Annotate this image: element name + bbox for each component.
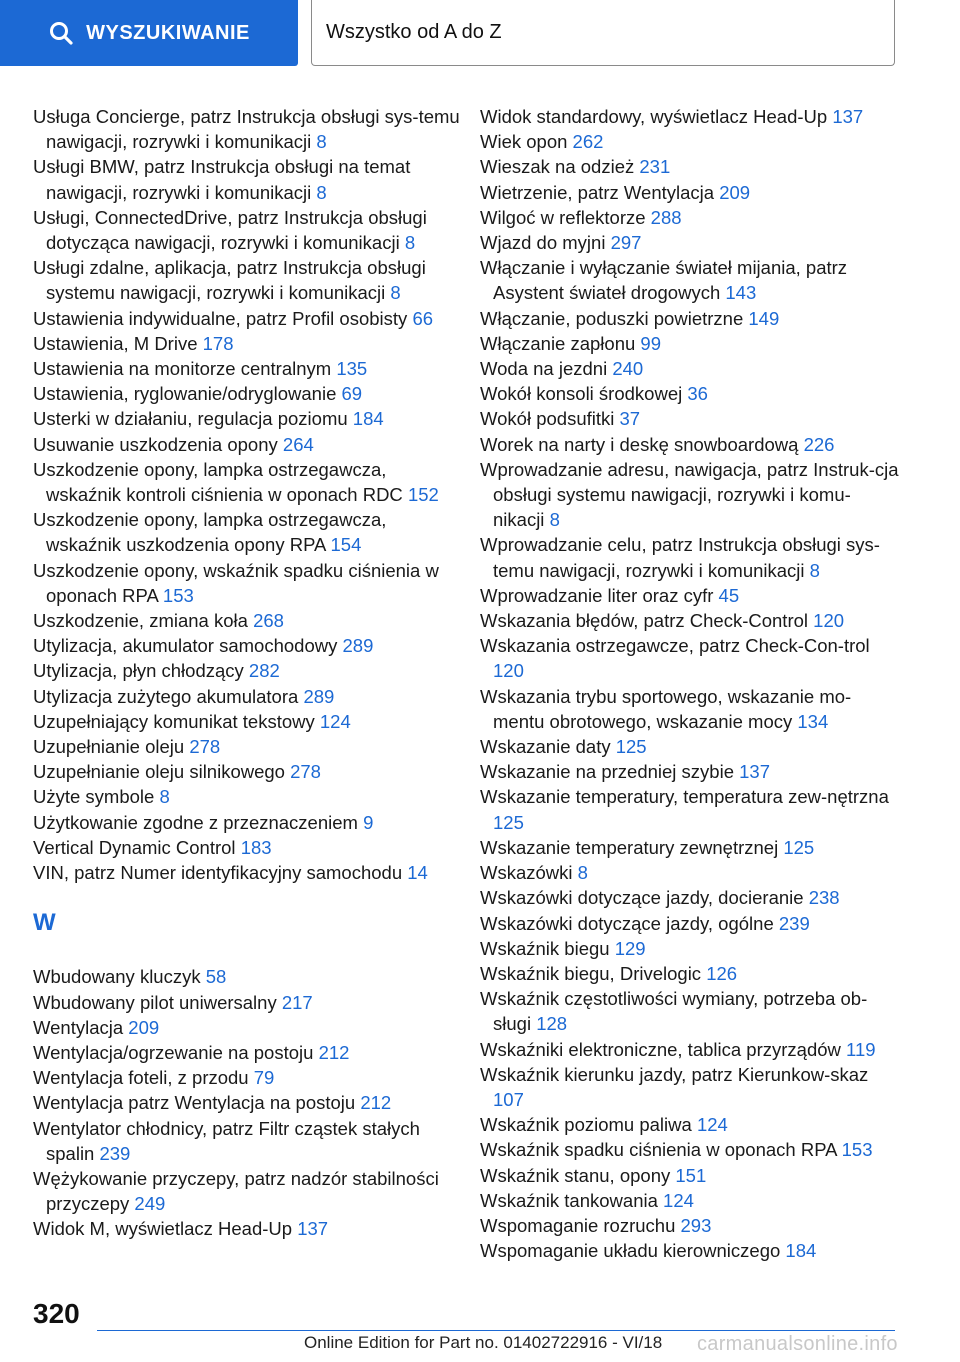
page-link[interactable]: 79	[253, 1067, 275, 1089]
page-link[interactable]: 8	[316, 131, 327, 153]
page-link[interactable]: 184	[352, 408, 384, 430]
index-entry	[480, 457, 900, 533]
index-entry-text: Widok M, wyświetlacz Head-Up	[33, 1218, 293, 1240]
page-link[interactable]: 212	[318, 1041, 350, 1063]
index-entry-text: Wentylacja/ogrzewanie na postoju	[33, 1041, 314, 1063]
index-entry-text: Wskazanie daty	[480, 736, 611, 758]
index-entry-text: Wskaźnik tankowania	[480, 1189, 658, 1211]
page-link[interactable]: 217	[281, 991, 313, 1013]
page-link[interactable]: 268	[253, 610, 284, 632]
page-link[interactable]: 107	[493, 1088, 524, 1110]
index-entry-text: Usługa Concierge, patrz Instrukcja obsługi sys-temu nawigacji, rozrywki i komunikacji	[33, 106, 460, 153]
page-link[interactable]: 8	[404, 232, 416, 254]
index-entry-text: Wskazanie temperatury zewnętrznej	[480, 836, 779, 858]
right-entries	[480, 104, 900, 1263]
footer-edition: Online Edition for Part no. 01402722916 - VI/18	[304, 1333, 663, 1352]
index-entry-text: Wentylacja foteli, z przodu	[33, 1067, 249, 1089]
index-entry	[480, 331, 900, 356]
index-entry	[480, 734, 900, 759]
index-entry-text: Wokół konsoli środkowej	[480, 383, 683, 405]
page-link[interactable]: 226	[803, 433, 835, 455]
index-entry-text: Wskaźnik stanu, opony	[480, 1164, 671, 1186]
index-entry-text: Ustawienia na monitorze centralnym	[33, 358, 332, 380]
index-entry-text: Włączanie zapłonu	[480, 332, 636, 354]
page-link[interactable]: 249	[134, 1193, 166, 1215]
index-entry	[480, 911, 900, 936]
index-entry-text: Włączanie, poduszki powietrzne	[480, 307, 744, 329]
index-entry	[480, 1188, 900, 1213]
page-link[interactable]: 99	[640, 332, 661, 354]
page-link[interactable]: 37	[619, 408, 641, 430]
index-entry	[33, 1166, 463, 1216]
index-entry-text: Usterki w działaniu, regulacja poziomu	[33, 408, 348, 430]
index-entry-text: Wbudowany kluczyk	[33, 966, 201, 988]
index-entry-text: Wentylacja patrz Wentylacja na postoju	[33, 1092, 356, 1114]
index-entry-text: Wprowadzanie liter oraz cyfr	[480, 584, 714, 606]
index-entry-text: Usługi BMW, patrz Instrukcja obsługi na temat nawigacji, rozrywki i komunikacji	[33, 156, 411, 203]
page-link[interactable]: 209	[128, 1016, 160, 1038]
index-entry-text: Wspomaganie układu kierowniczego	[480, 1240, 781, 1262]
index-entry	[33, 709, 463, 734]
index-entry-text: Uszkodzenie opony, lampka ostrzegawcza, wskaźnik kontroli ciśnienia w oponach RDC	[33, 458, 403, 506]
page-link[interactable]: 143	[725, 282, 757, 304]
index-entry	[480, 1163, 900, 1188]
index-entry-text: Uzupełniający komunikat tekstowy	[33, 710, 315, 732]
page-link[interactable]: 183	[240, 836, 272, 858]
index-entry	[33, 835, 463, 860]
page-link[interactable]: 14	[407, 862, 428, 884]
page-link[interactable]: 137	[297, 1218, 329, 1240]
search-button[interactable]	[0, 0, 298, 66]
page-link[interactable]: 238	[808, 887, 840, 909]
page-link[interactable]: 119	[846, 1038, 876, 1060]
index-entry	[33, 558, 463, 608]
index-entry-text: Ustawienia, M Drive	[33, 332, 198, 354]
index-entry	[480, 129, 900, 154]
index-entry-text: Wężykowanie przyczepy, patrz nadzór stabilności przyczepy	[33, 1167, 439, 1215]
page-link[interactable]: 278	[189, 736, 221, 758]
page-link[interactable]: 36	[687, 383, 708, 405]
index-entry-text: Wskaźniki elektroniczne, tablica przyrządów	[480, 1038, 841, 1060]
page-link[interactable]: 137	[832, 106, 864, 127]
page-link[interactable]: 149	[748, 307, 780, 329]
index-entry-text: Ustawienia, ryglowanie/odryglowanie	[33, 383, 337, 405]
page-link[interactable]: 125	[493, 811, 524, 833]
index-entry-text: Wskazania trybu sportowego, wskazanie mo-mentu obrotowego, wskazanie mocy	[480, 685, 852, 732]
index-entry	[33, 104, 463, 154]
page-link[interactable]: 45	[718, 584, 740, 606]
index-entry	[33, 1090, 463, 1115]
index-entry-text: Włączanie i wyłączanie świateł mijania, patrz Asystent świateł drogowych	[480, 257, 848, 304]
index-entry-text: Wskaźnik częstotliwości wymiany, potrzeba ob-sługi	[480, 988, 868, 1035]
page-link[interactable]: 151	[675, 1164, 707, 1186]
index-entry-text: Wskaźnik biegu, Drivelogic	[480, 962, 702, 984]
page-link[interactable]: 289	[342, 635, 374, 657]
index-entry	[480, 230, 900, 255]
index-entry-text: Wiek opon	[480, 131, 568, 153]
index-entry-text: Utylizacja, płyn chłodzący	[33, 660, 244, 682]
index-entry	[480, 583, 900, 608]
index-entry-text: Wietrzenie, patrz Wentylacja	[480, 181, 715, 203]
index-entry-text: Wspomaganie rozruchu	[480, 1214, 676, 1236]
breadcrumb[interactable]	[311, 0, 895, 66]
page-link[interactable]: 124	[663, 1189, 694, 1211]
index-entry	[480, 1062, 900, 1112]
page-link[interactable]: 293	[680, 1214, 712, 1236]
index-entry	[480, 633, 900, 683]
index-entry	[33, 205, 463, 255]
page-link[interactable]: 8	[159, 786, 170, 808]
index-entry-text: Wprowadzanie adresu, nawigacja, patrz Instruk-cja obsługi systemu nawigacji, rozrywki i komu-nikacji	[480, 458, 899, 531]
page-number: 320	[33, 1298, 80, 1329]
page-link[interactable]: 240	[612, 358, 644, 380]
index-entry	[480, 1213, 900, 1238]
index-entry	[480, 205, 900, 230]
index-entry-text: Wokół podsufitki	[480, 408, 615, 430]
index-entry	[480, 381, 900, 406]
index-entry-text: Wjazd do myjni	[480, 232, 606, 254]
page-link[interactable]: 124	[319, 710, 351, 732]
index-entry	[480, 1037, 900, 1062]
index-entry-text: Wskazanie temperatury, temperatura zew-nętrzna	[480, 786, 889, 808]
index-entry-text: Wprowadzanie celu, patrz Instrukcja obsługi sys-temu nawigacji, rozrywki i komunikacji	[480, 534, 880, 581]
index-entry-text: Wskaźnik biegu	[480, 937, 610, 959]
page-link[interactable]: 128	[536, 1013, 568, 1035]
index-entry-text: Wskazówki	[480, 862, 573, 884]
index-entry-text: Użytkowanie zgodne z przeznaczeniem	[33, 811, 358, 833]
index-entry	[480, 1112, 900, 1137]
index-entry-text: Ustawienia indywidualne, patrz Profil osobisty	[33, 307, 408, 329]
index-entry-text: Utylizacja, akumulator samochodowy	[33, 635, 338, 657]
page-link[interactable]: 297	[610, 232, 642, 254]
index-entry	[480, 356, 900, 381]
index-entry-text: Wskazanie na przedniej szybie	[480, 761, 734, 783]
index-entry-text: Wbudowany pilot uniwersalny	[33, 991, 277, 1013]
index-entry	[33, 684, 463, 709]
page-link[interactable]: 264	[282, 433, 314, 455]
index-entry	[33, 457, 463, 507]
index-entry	[480, 961, 900, 986]
index-entry	[480, 759, 900, 784]
index-entry	[480, 255, 900, 305]
index-entry-text: Wskazania błędów, patrz Check-Control	[480, 610, 809, 632]
index-entry-text: VIN, patrz Numer identyfikacyjny samochodu	[33, 862, 403, 884]
page-link[interactable]: 58	[205, 966, 227, 988]
index-entry	[33, 1065, 463, 1090]
index-entry	[33, 1116, 463, 1166]
index-entry	[33, 734, 463, 759]
page-link[interactable]: 125	[783, 836, 815, 858]
index-entry-text: Vertical Dynamic Control	[33, 836, 236, 858]
breadcrumb-label: Wszystko od A do Z	[326, 21, 502, 43]
page-link[interactable]: 278	[290, 761, 321, 783]
index-entry	[480, 432, 900, 457]
index-entry-text: Uszkodzenie opony, wskaźnik spadku ciśnienia w oponach RPA	[33, 559, 439, 606]
page-link[interactable]: 152	[407, 484, 439, 506]
page-link[interactable]: 178	[202, 332, 234, 354]
watermark: carmanualsonline.info	[697, 1333, 898, 1355]
index-entry	[480, 406, 900, 431]
page-link[interactable]: 66	[412, 307, 434, 329]
page-link[interactable]: 8	[390, 282, 401, 304]
index-entry-text: Widok standardowy, wyświetlacz Head-Up	[480, 106, 828, 127]
page-link[interactable]: 289	[303, 685, 335, 707]
index-entry	[33, 759, 463, 784]
page-link[interactable]: 8	[549, 509, 560, 531]
w-entries	[33, 964, 463, 1241]
index-entry	[480, 532, 900, 582]
page-link[interactable]: 120	[493, 660, 524, 682]
index-entry-text: Wentylacja	[33, 1016, 124, 1038]
index-entry	[480, 936, 900, 961]
index-entry	[33, 507, 463, 557]
index-entry-text: Woda na jezdni	[480, 358, 608, 380]
index-entry-text: Uszkodzenie opony, lampka ostrzegawcza, wskaźnik uszkodzenia opony RPA	[33, 509, 387, 556]
left-entries	[33, 104, 463, 885]
page-link[interactable]: 129	[614, 937, 646, 959]
page-link[interactable]: 239	[778, 912, 810, 934]
index-entry	[33, 154, 463, 204]
page-link[interactable]: 262	[572, 131, 604, 153]
index-entry-text: Wieszak na odzież	[480, 156, 635, 178]
index-entry-text: Uszkodzenie, zmiana koła	[33, 610, 248, 632]
index-entry	[33, 964, 463, 989]
index-entry-text: Wentylator chłodnicy, patrz Filtr cząstek stałych spalin	[33, 1117, 420, 1164]
index-entry-text: Wskazania ostrzegawcze, patrz Check-Con-trol	[480, 635, 870, 657]
page-link[interactable]: 135	[336, 358, 368, 380]
index-entry	[33, 406, 463, 431]
index-entry	[33, 306, 463, 331]
index-entry-text: Uzupełnianie oleju silnikowego	[33, 761, 285, 783]
index-entry-text: Usługi zdalne, aplikacja, patrz Instrukcja obsługi systemu nawigacji, rozrywki i komunikacji	[33, 257, 426, 304]
index-entry	[33, 784, 463, 809]
index-entry	[480, 986, 900, 1036]
page-link[interactable]: 124	[696, 1114, 728, 1136]
search-icon	[48, 20, 74, 46]
page-link[interactable]: 231	[639, 156, 671, 178]
page-link[interactable]: 154	[330, 534, 362, 556]
index-entry-text: Usługi, ConnectedDrive, patrz Instrukcja obsługi dotycząca nawigacji, rozrywki i komunikacji	[33, 206, 427, 254]
page-link[interactable]: 137	[739, 761, 771, 783]
index-entry	[33, 608, 463, 633]
page-link[interactable]: 9	[363, 811, 374, 833]
index-column-left	[33, 104, 463, 1242]
index-entry	[480, 684, 900, 734]
index-entry	[33, 1040, 463, 1065]
index-entry	[33, 255, 463, 305]
index-entry-text: Wilgoć w reflektorze	[480, 206, 646, 228]
index-entry	[480, 835, 900, 860]
page-link[interactable]: 209	[719, 181, 751, 203]
index-entry	[480, 784, 900, 834]
index-entry	[480, 306, 900, 331]
index-entry	[33, 990, 463, 1015]
index-entry	[33, 356, 463, 381]
index-entry-text: Wskaźnik kierunku jazdy, patrz Kierunkow-skaz	[480, 1063, 869, 1085]
index-entry	[480, 104, 900, 129]
index-entry	[480, 860, 900, 885]
index-entry-text: Uzupełnianie oleju	[33, 736, 185, 758]
index-entry	[480, 154, 900, 179]
index-entry-text: Worek na narty i deskę snowboardową	[480, 433, 799, 455]
page-link[interactable]: 282	[248, 660, 280, 682]
search-button-label: WYSZUKIWANIE	[86, 21, 250, 44]
index-entry	[480, 180, 900, 205]
index-entry	[33, 381, 463, 406]
page-link[interactable]: 8	[316, 181, 327, 203]
page-link[interactable]: 184	[785, 1240, 817, 1262]
page-link[interactable]: 69	[341, 383, 363, 405]
index-entry-text: Wskazówki dotyczące jazdy, docieranie	[480, 887, 804, 909]
page-link[interactable]: 120	[813, 610, 845, 632]
index-entry-text: Wskazówki dotyczące jazdy, ogólne	[480, 912, 774, 934]
page-link[interactable]: 134	[797, 710, 829, 732]
index-entry	[480, 608, 900, 633]
index-entry	[33, 1015, 463, 1040]
index-entry	[480, 1137, 900, 1162]
index-entry	[33, 1216, 463, 1241]
section-heading-w: W	[33, 909, 56, 937]
top-bar	[0, 0, 960, 66]
index-entry	[33, 860, 463, 885]
index-entry-text: Wskaźnik poziomu paliwa	[480, 1114, 692, 1136]
index-entry	[33, 331, 463, 356]
page-link[interactable]: 288	[650, 206, 682, 228]
index-entry	[33, 658, 463, 683]
page-link[interactable]: 8	[809, 559, 820, 581]
index-entry	[33, 432, 463, 457]
page-link[interactable]: 239	[99, 1142, 131, 1164]
page-link[interactable]: 125	[615, 736, 647, 758]
page-link[interactable]: 212	[360, 1092, 392, 1114]
index-entry-text: Wskaźnik spadku ciśnienia w oponach RPA	[480, 1139, 837, 1161]
page-link[interactable]: 153	[162, 584, 194, 606]
page-link[interactable]: 8	[577, 862, 588, 884]
index-entry-text: Utylizacja zużytego akumulatora	[33, 685, 299, 707]
index-entry	[480, 885, 900, 910]
page-link[interactable]: 126	[706, 962, 738, 984]
index-entry	[33, 810, 463, 835]
index-entry-text: Usuwanie uszkodzenia opony	[33, 433, 278, 455]
index-entry	[480, 1238, 900, 1263]
index-column-right	[480, 104, 900, 1263]
index-entry	[33, 633, 463, 658]
index-entry-text: Użyte symbole	[33, 786, 155, 808]
footer-divider	[97, 1330, 895, 1331]
page-link[interactable]: 153	[841, 1139, 873, 1161]
